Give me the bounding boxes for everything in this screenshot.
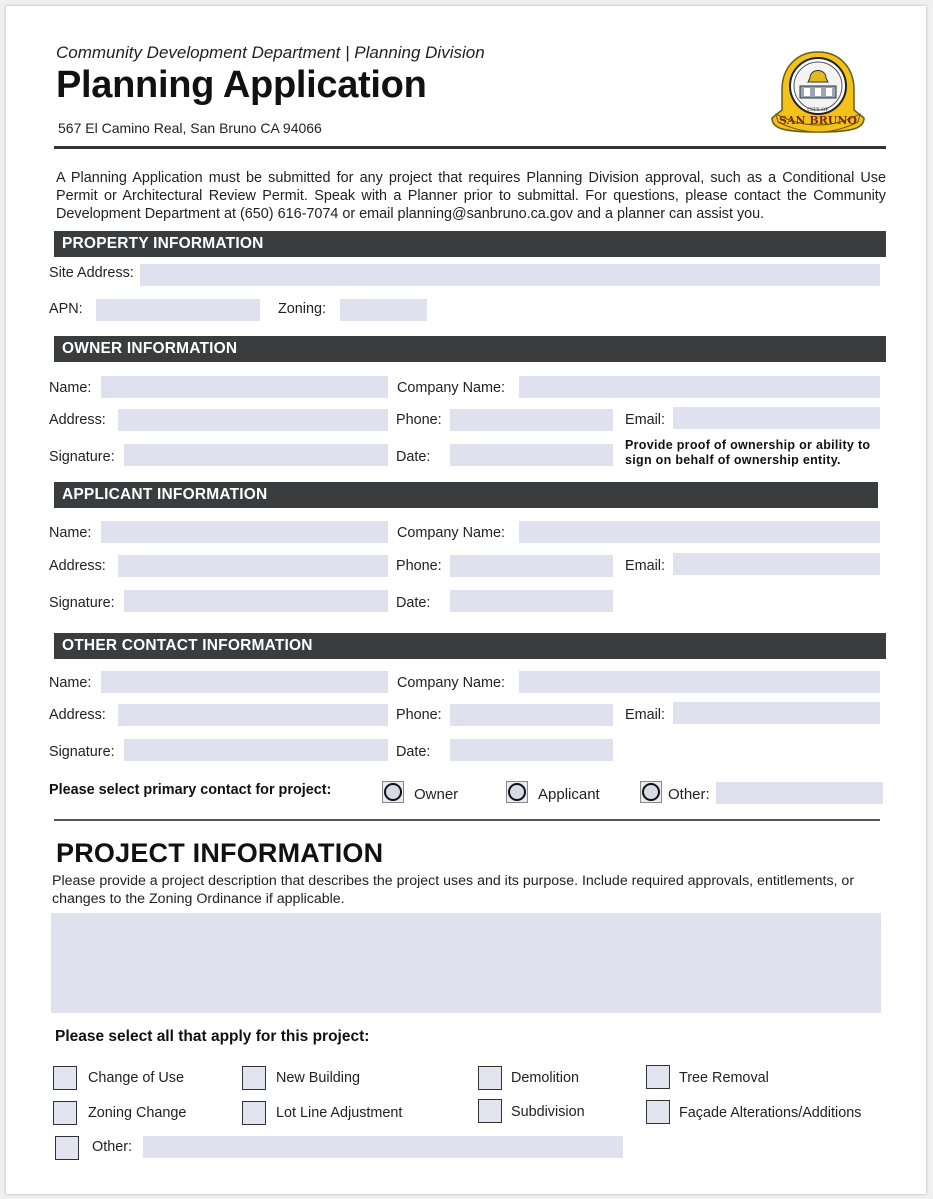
ownership-proof-note: Provide proof of ownership or ability to sign on behalf of ownership entity.	[625, 438, 871, 467]
page-title: Planning Application	[56, 64, 427, 106]
checkbox-subdivision[interactable]	[478, 1099, 502, 1123]
checkbox-other[interactable]	[55, 1136, 79, 1160]
primary-contact-applicant-radio[interactable]	[506, 781, 528, 803]
applicant-name-label: Name:	[49, 525, 92, 541]
checkbox-change-of-use-label: Change of Use	[88, 1070, 184, 1086]
checkbox-subdivision-label: Subdivision	[511, 1104, 585, 1120]
owner-company-label: Company Name:	[397, 380, 505, 396]
applicant-signature-label: Signature:	[49, 595, 115, 611]
checkbox-tree-removal-label: Tree Removal	[679, 1070, 769, 1086]
owner-name-field[interactable]	[101, 376, 388, 398]
form-page	[6, 6, 926, 1194]
owner-date-field[interactable]	[450, 444, 613, 466]
property-section-header: PROPERTY INFORMATION	[54, 231, 886, 257]
owner-signature-label: Signature:	[49, 449, 115, 465]
applicant-address-field[interactable]	[118, 555, 388, 577]
other-address-label: Address:	[49, 707, 106, 723]
primary-contact-other-field[interactable]	[716, 782, 883, 804]
other-email-field[interactable]	[673, 702, 880, 724]
other-company-label: Company Name:	[397, 675, 505, 691]
project-divider	[54, 819, 880, 821]
applicant-phone-label: Phone:	[396, 558, 442, 574]
applicant-email-label: Email:	[625, 558, 665, 574]
applicant-name-field[interactable]	[101, 521, 388, 543]
owner-signature-field[interactable]	[124, 444, 388, 466]
applicant-email-field[interactable]	[673, 553, 880, 575]
site-address-label: Site Address:	[49, 265, 134, 281]
radio-circle-icon	[642, 783, 660, 801]
owner-address-field[interactable]	[118, 409, 388, 431]
intro-paragraph: A Planning Application must be submitted for any project that requires Planning Division approval, such as a Conditional Use Permit or Architectural Review Permit. Speak with a Planner prior to submittal. For questions, please contact the Community Development Department at (650) 616-7074 or email planning@sanbruno.ca.gov and a planner can assist you.	[56, 170, 886, 222]
city-seal-logo	[770, 48, 866, 134]
project-description-field[interactable]	[51, 913, 881, 1013]
other-date-field[interactable]	[450, 739, 613, 761]
applicant-address-label: Address:	[49, 558, 106, 574]
checkbox-facade-alterations[interactable]	[646, 1100, 670, 1124]
other-name-label: Name:	[49, 675, 92, 691]
apn-field[interactable]	[96, 299, 260, 321]
checkbox-zoning-change[interactable]	[53, 1101, 77, 1125]
owner-email-field[interactable]	[673, 407, 880, 429]
other-date-label: Date:	[396, 744, 431, 760]
other-name-field[interactable]	[101, 671, 388, 693]
primary-contact-applicant-label: Applicant	[538, 786, 600, 803]
other-address-field[interactable]	[118, 704, 388, 726]
zoning-field[interactable]	[340, 299, 427, 321]
header-divider	[54, 146, 886, 149]
primary-contact-owner-label: Owner	[414, 786, 459, 803]
apn-label: APN:	[49, 301, 83, 317]
project-other-field[interactable]	[143, 1136, 623, 1158]
owner-phone-label: Phone:	[396, 412, 442, 428]
checkbox-facade-alterations-label: Façade Alterations/Additions	[679, 1105, 862, 1121]
primary-contact-other-label: Other:	[668, 786, 710, 803]
primary-contact-prompt: Please select primary contact for project:	[49, 782, 332, 798]
owner-phone-field[interactable]	[450, 409, 613, 431]
checkbox-demolition-label: Demolition	[511, 1070, 579, 1086]
other-signature-field[interactable]	[124, 739, 388, 761]
checkbox-change-of-use[interactable]	[53, 1066, 77, 1090]
svg-text:CITY OF: CITY OF	[807, 107, 829, 113]
checkbox-new-building-label: New Building	[276, 1070, 360, 1086]
other-phone-label: Phone:	[396, 707, 442, 723]
zoning-label: Zoning:	[278, 301, 326, 317]
primary-contact-owner-radio[interactable]	[382, 781, 404, 803]
owner-email-label: Email:	[625, 412, 665, 428]
project-description-instructions: Please provide a project description that describes the project uses and its purpose. Include required approvals, entitlements, or changes to the Zoning Ordinance if applicable.	[52, 873, 855, 907]
department-subtitle: Community Development Department | Planning Division	[56, 43, 485, 62]
applicant-date-field[interactable]	[450, 590, 613, 612]
office-address: 567 El Camino Real, San Bruno CA 94066	[58, 120, 322, 136]
applicant-company-field[interactable]	[519, 521, 880, 543]
radio-circle-icon	[508, 783, 526, 801]
other-email-label: Email:	[625, 707, 665, 723]
owner-date-label: Date:	[396, 449, 431, 465]
other-company-field[interactable]	[519, 671, 880, 693]
svg-text:SAN BRUNO: SAN BRUNO	[778, 114, 858, 127]
checkbox-demolition[interactable]	[478, 1066, 502, 1090]
radio-circle-icon	[384, 783, 402, 801]
owner-company-field[interactable]	[519, 376, 880, 398]
project-section-title: PROJECT INFORMATION	[56, 838, 384, 868]
checkbox-other-label: Other:	[92, 1139, 132, 1155]
applicant-company-label: Company Name:	[397, 525, 505, 541]
owner-name-label: Name:	[49, 380, 92, 396]
applicant-section-header: APPLICANT INFORMATION	[54, 482, 878, 508]
primary-contact-other-radio[interactable]	[640, 781, 662, 803]
checkbox-zoning-change-label: Zoning Change	[88, 1105, 187, 1121]
project-type-prompt: Please select all that apply for this project:	[55, 1028, 370, 1045]
checkbox-tree-removal[interactable]	[646, 1065, 670, 1089]
other-signature-label: Signature:	[49, 744, 115, 760]
checkbox-lot-line-adjustment[interactable]	[242, 1101, 266, 1125]
checkbox-new-building[interactable]	[242, 1066, 266, 1090]
owner-address-label: Address:	[49, 412, 106, 428]
other-phone-field[interactable]	[450, 704, 613, 726]
applicant-signature-field[interactable]	[124, 590, 388, 612]
owner-section-header: OWNER INFORMATION	[54, 336, 886, 362]
other-contact-section-header: OTHER CONTACT INFORMATION	[54, 633, 886, 659]
applicant-phone-field[interactable]	[450, 555, 613, 577]
site-address-field[interactable]	[140, 264, 880, 286]
applicant-date-label: Date:	[396, 595, 431, 611]
checkbox-lot-line-adjustment-label: Lot Line Adjustment	[276, 1105, 403, 1121]
